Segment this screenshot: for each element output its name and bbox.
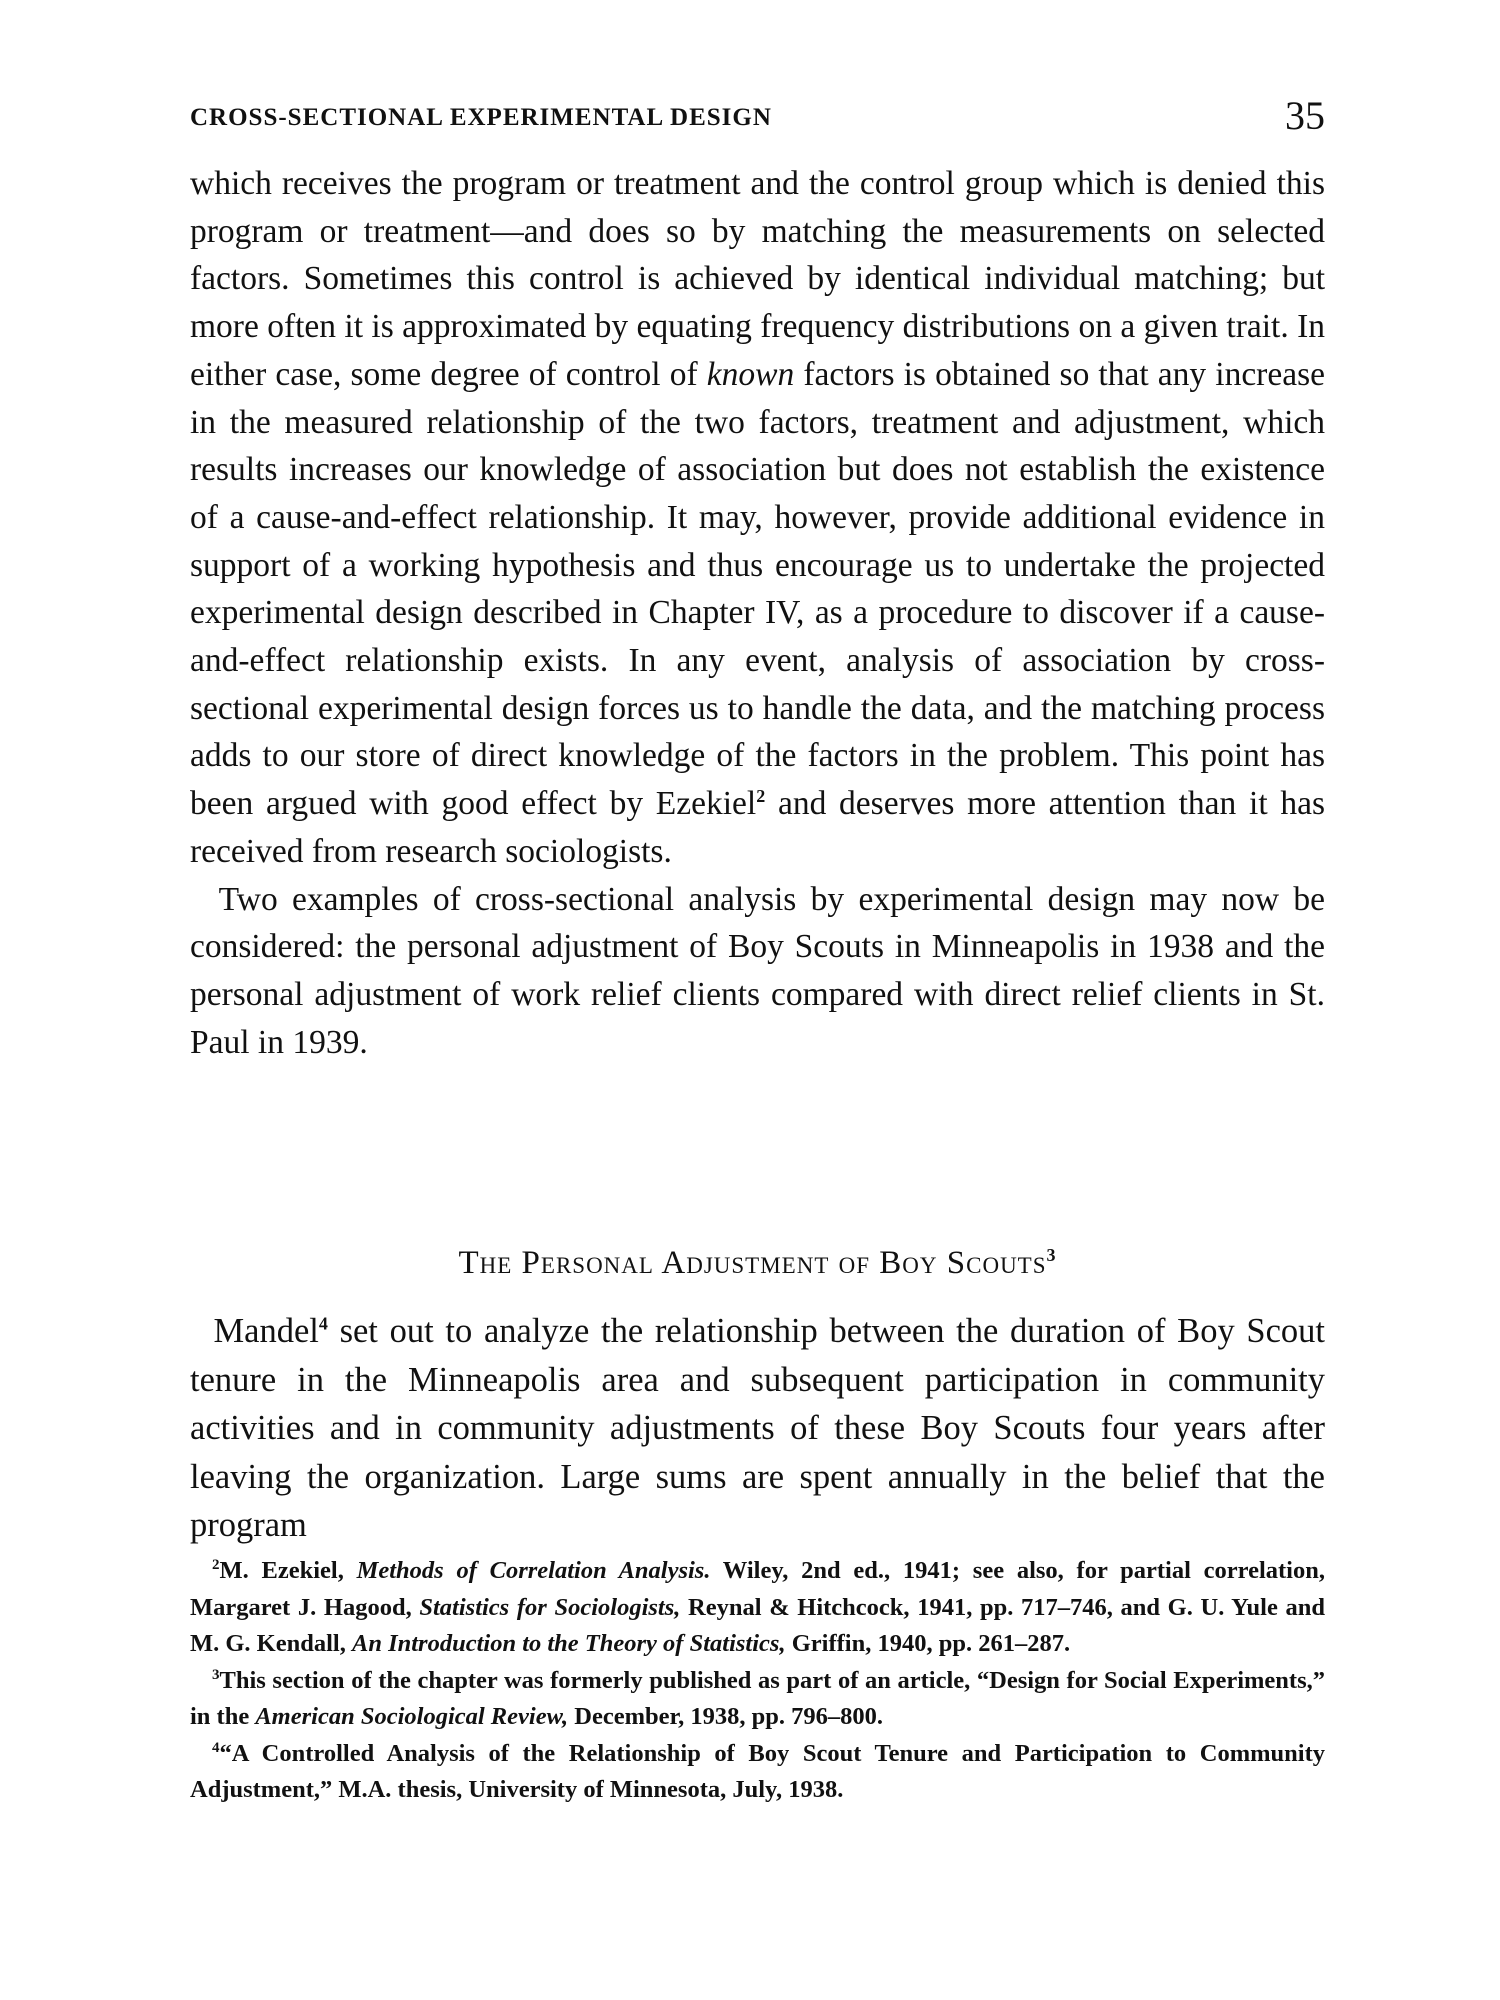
page-number: 35 <box>1285 93 1325 138</box>
paragraph-1-text-b: factors is obtained so that any increase in the measured relationship of the two factors, treatment and adjustment, which results increases our knowledge of association but does not establish the existence of a cause-and-effect relationship. It may, however, provide additional evidence in support of a working hypothesis and thus encourage us to undertake the projected experimental design described in Chapter IV, as a procedure to discover if a cause-and-effect relationship exists. In any event, analysis of association by cross-sectional experimental design forces us to handle the data, and the matching process adds to our store of direct knowledge of the factors in the problem. This point has been argued with good effect by Ezekiel <box>190 355 1325 823</box>
footnote-title: Statistics for Sociologists, <box>419 1593 681 1621</box>
footnote-ref-4: 4 <box>318 1313 328 1334</box>
footnote-2 <box>190 1553 1325 1663</box>
footnote-text: December, 1938, pp. 796–800. <box>568 1703 883 1730</box>
footnote-text: M. Ezekiel, <box>219 1557 357 1584</box>
footnote-text: Griffin, 1940, pp. 261–287. <box>785 1630 1071 1657</box>
footnote-title: Methods of Correlation Analysis. <box>356 1557 711 1584</box>
section-paragraph <box>190 1307 1325 1550</box>
footnote-ref-2: 2 <box>756 785 766 806</box>
footnote-text: “A Controlled Analysis of the Relationship of Boy Scout Tenure and Participation to Community Adjustment,” M.A. thesis, University of Minnesota, July, 1938. <box>190 1739 1325 1803</box>
footnote-ref-3: 3 <box>1046 1245 1057 1265</box>
section-heading-text: The Personal Adjustment of Boy Scouts <box>458 1245 1047 1281</box>
footnote-marker: 3 <box>212 1666 220 1683</box>
footnote-marker: 4 <box>212 1739 220 1756</box>
footnotes <box>190 1553 1325 1809</box>
paragraph-1-text-c: and deserves more attention than it has received from research sociologists. <box>190 785 1326 870</box>
paragraph-2 <box>190 876 1325 1067</box>
section-text-b: set out to analyze the relationship between the duration of Boy Scout tenure in the Minneapolis area and subsequent participation in community activities and in community adjustments of these Boy Scouts four years after leaving the organization. Large sums are spent annually in the belief that the program <box>190 1312 1325 1544</box>
paragraph-1-emphasis: known <box>706 355 795 393</box>
footnote-text: Wiley, 2nd ed., 1941; see also, for partial correlation, Margaret J. Hagood, <box>190 1557 1325 1621</box>
section-text-a: Mandel <box>213 1312 319 1350</box>
body-text <box>190 160 1325 1066</box>
paragraph-1-text-a: which receives the program or treatment and the control group which is denied this program or treatment—and does so by matching the measurements on selected factors. Sometimes this control is achieved by identical individual matching; but more often it is approximated by equating frequency distributions on a given trait. In either case, some degree of control of <box>190 165 1325 393</box>
footnote-text: Reynal & Hitchcock, 1941, pp. 717–746, and G. U. Yule and M. G. Kendall, <box>190 1593 1325 1657</box>
running-head: CROSS-SECTIONAL EXPERIMENTAL DESIGN <box>190 104 772 131</box>
page-header <box>190 92 1325 142</box>
footnote-4 <box>190 1736 1325 1809</box>
footnote-marker: 2 <box>212 1556 220 1573</box>
footnote-text: This section of the chapter was formerly published as part of an article, “Design for Social Experiments,” in the <box>190 1666 1325 1730</box>
section-heading <box>190 1245 1325 1282</box>
paragraph-2-text: Two examples of cross-sectional analysis by experimental design may now be considered: the personal adjustment of Boy Scouts in Minneapolis in 1938 and the personal adjustment of work relief clients compared with direct relief clients in St. Paul in 1939. <box>190 880 1325 1061</box>
footnote-title: American Sociological Review, <box>255 1703 569 1730</box>
paragraph-1 <box>190 160 1325 876</box>
footnote-title: An Introduction to the Theory of Statistics, <box>351 1630 786 1657</box>
footnote-3 <box>190 1663 1325 1736</box>
